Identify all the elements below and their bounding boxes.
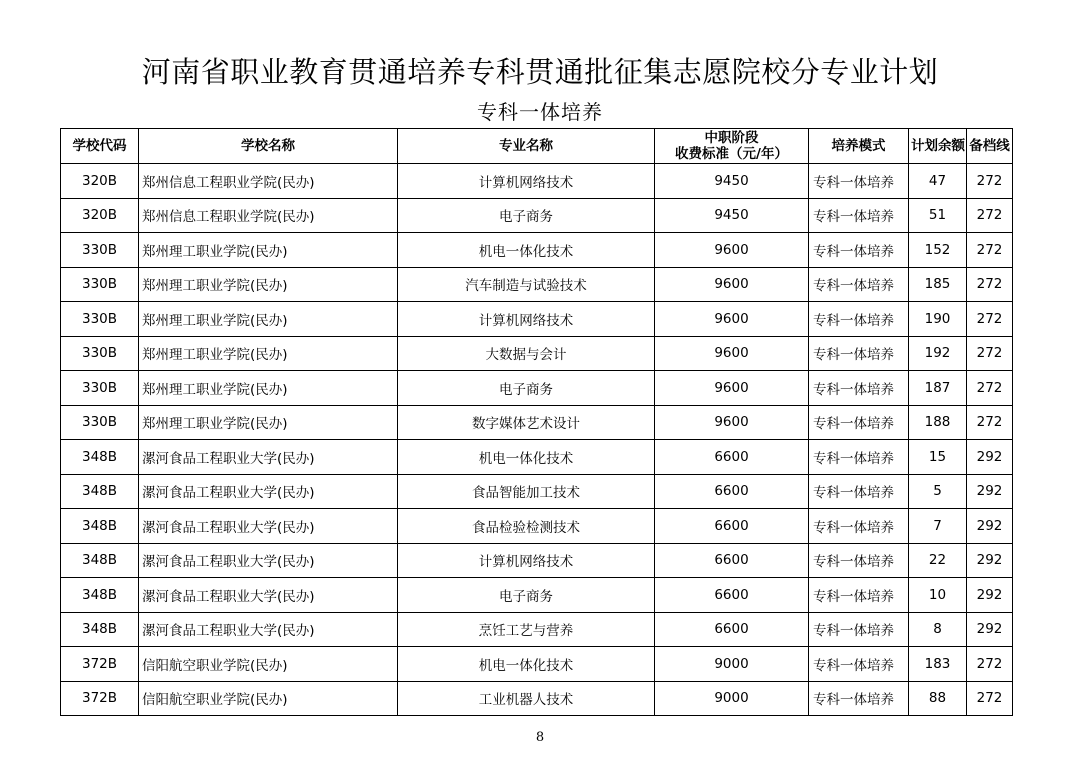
cell-training-mode: 专科一体培养 — [809, 474, 909, 509]
cell-fee: 6600 — [655, 612, 809, 647]
table-row — [61, 543, 1013, 578]
cell-remaining: 152 — [909, 233, 967, 268]
cell-training-mode: 专科一体培养 — [809, 267, 909, 302]
cell-cutoff: 292 — [967, 509, 1013, 544]
table-row — [61, 578, 1013, 613]
cell-major-name: 电子商务 — [398, 371, 655, 406]
cell-school-name: 漯河食品工程职业大学(民办) — [139, 474, 398, 509]
cell-school-name: 漯河食品工程职业大学(民办) — [139, 612, 398, 647]
cell-school-name: 郑州理工职业学院(民办) — [139, 302, 398, 337]
cell-remaining: 22 — [909, 543, 967, 578]
cell-training-mode: 专科一体培养 — [809, 233, 909, 268]
cell-fee: 9600 — [655, 233, 809, 268]
table-row — [61, 198, 1013, 233]
table-row — [61, 681, 1013, 716]
cell-fee: 9600 — [655, 371, 809, 406]
cell-major-name: 食品智能加工技术 — [398, 474, 655, 509]
cell-fee: 6600 — [655, 509, 809, 544]
cell-training-mode: 专科一体培养 — [809, 509, 909, 544]
cell-major-name: 电子商务 — [398, 578, 655, 613]
cell-school-code: 330B — [61, 405, 139, 440]
cell-major-name: 计算机网络技术 — [398, 164, 655, 199]
table-row — [61, 612, 1013, 647]
table-row — [61, 405, 1013, 440]
cell-major-name: 工业机器人技术 — [398, 681, 655, 716]
cell-fee: 9600 — [655, 267, 809, 302]
cell-school-code: 330B — [61, 336, 139, 371]
cell-school-name: 郑州理工职业学院(民办) — [139, 405, 398, 440]
cell-school-code: 348B — [61, 612, 139, 647]
cell-school-code: 330B — [61, 233, 139, 268]
table-body — [61, 164, 1013, 716]
header-school-name: 学校名称 — [139, 129, 398, 164]
cell-major-name: 计算机网络技术 — [398, 302, 655, 337]
cell-major-name: 机电一体化技术 — [398, 233, 655, 268]
cell-major-name: 汽车制造与试验技术 — [398, 267, 655, 302]
cell-training-mode: 专科一体培养 — [809, 198, 909, 233]
cell-school-name: 漯河食品工程职业大学(民办) — [139, 440, 398, 475]
cell-fee: 9000 — [655, 647, 809, 682]
cell-fee: 9450 — [655, 198, 809, 233]
cell-cutoff: 272 — [967, 164, 1013, 199]
cell-cutoff: 292 — [967, 440, 1013, 475]
cell-remaining: 188 — [909, 405, 967, 440]
cell-fee: 6600 — [655, 543, 809, 578]
cell-training-mode: 专科一体培养 — [809, 164, 909, 199]
cell-major-name: 烹饪工艺与营养 — [398, 612, 655, 647]
cell-major-name: 数字媒体艺术设计 — [398, 405, 655, 440]
cell-school-code: 348B — [61, 543, 139, 578]
table-row — [61, 164, 1013, 199]
table-row — [61, 267, 1013, 302]
cell-remaining: 187 — [909, 371, 967, 406]
cell-remaining: 47 — [909, 164, 967, 199]
table-row — [61, 302, 1013, 337]
cell-school-name: 信阳航空职业学院(民办) — [139, 681, 398, 716]
cell-training-mode: 专科一体培养 — [809, 612, 909, 647]
cell-remaining: 10 — [909, 578, 967, 613]
cell-remaining: 190 — [909, 302, 967, 337]
cell-school-code: 348B — [61, 474, 139, 509]
cell-school-code: 320B — [61, 198, 139, 233]
cell-school-name: 郑州信息工程职业学院(民办) — [139, 198, 398, 233]
header-remaining: 计划余额 — [909, 129, 967, 164]
cell-fee: 9000 — [655, 681, 809, 716]
cell-major-name: 计算机网络技术 — [398, 543, 655, 578]
cell-training-mode: 专科一体培养 — [809, 336, 909, 371]
cell-major-name: 食品检验检测技术 — [398, 509, 655, 544]
cell-school-code: 348B — [61, 440, 139, 475]
cell-major-name: 机电一体化技术 — [398, 647, 655, 682]
table-row — [61, 647, 1013, 682]
cell-school-name: 信阳航空职业学院(民办) — [139, 647, 398, 682]
cell-training-mode: 专科一体培养 — [809, 647, 909, 682]
cell-major-name: 电子商务 — [398, 198, 655, 233]
cell-fee: 6600 — [655, 474, 809, 509]
cell-major-name: 大数据与会计 — [398, 336, 655, 371]
page-title: 河南省职业教育贯通培养专科贯通批征集志愿院校分专业计划 — [141, 55, 939, 89]
enrollment-plan-table — [60, 128, 1013, 716]
cell-cutoff: 292 — [967, 578, 1013, 613]
cell-training-mode: 专科一体培养 — [809, 543, 909, 578]
cell-cutoff: 292 — [967, 612, 1013, 647]
cell-fee: 9600 — [655, 302, 809, 337]
header-school-code: 学校代码 — [61, 129, 139, 164]
cell-remaining: 88 — [909, 681, 967, 716]
header-cutoff: 备档线 — [967, 129, 1013, 164]
cell-cutoff: 272 — [967, 233, 1013, 268]
cell-fee: 6600 — [655, 578, 809, 613]
cell-remaining: 192 — [909, 336, 967, 371]
cell-fee: 9450 — [655, 164, 809, 199]
cell-cutoff: 272 — [967, 681, 1013, 716]
cell-cutoff: 272 — [967, 647, 1013, 682]
table-row — [61, 509, 1013, 544]
table-row — [61, 336, 1013, 371]
table-row — [61, 474, 1013, 509]
cell-school-code: 348B — [61, 509, 139, 544]
cell-school-name: 漯河食品工程职业大学(民办) — [139, 578, 398, 613]
header-fee — [655, 129, 809, 164]
cell-cutoff: 272 — [967, 302, 1013, 337]
table-header-row — [61, 129, 1013, 164]
cell-remaining: 51 — [909, 198, 967, 233]
cell-cutoff: 292 — [967, 543, 1013, 578]
cell-training-mode: 专科一体培养 — [809, 578, 909, 613]
cell-school-code: 372B — [61, 647, 139, 682]
cell-school-name: 郑州信息工程职业学院(民办) — [139, 164, 398, 199]
table-row — [61, 440, 1013, 475]
header-fee-line1: 中职阶段 — [704, 130, 759, 146]
cell-training-mode: 专科一体培养 — [809, 681, 909, 716]
cell-cutoff: 272 — [967, 405, 1013, 440]
cell-training-mode: 专科一体培养 — [809, 371, 909, 406]
cell-cutoff: 272 — [967, 336, 1013, 371]
table-row — [61, 371, 1013, 406]
cell-school-code: 348B — [61, 578, 139, 613]
cell-school-code: 330B — [61, 371, 139, 406]
cell-school-name: 郑州理工职业学院(民办) — [139, 267, 398, 302]
table-row — [61, 233, 1013, 268]
cell-major-name: 机电一体化技术 — [398, 440, 655, 475]
cell-training-mode: 专科一体培养 — [809, 440, 909, 475]
cell-cutoff: 272 — [967, 198, 1013, 233]
cell-fee: 6600 — [655, 440, 809, 475]
cell-school-code: 330B — [61, 302, 139, 337]
cell-school-name: 郑州理工职业学院(民办) — [139, 336, 398, 371]
cell-school-name: 漯河食品工程职业大学(民办) — [139, 509, 398, 544]
cell-remaining: 8 — [909, 612, 967, 647]
cell-remaining: 15 — [909, 440, 967, 475]
header-major-name: 专业名称 — [398, 129, 655, 164]
cell-school-code: 330B — [61, 267, 139, 302]
cell-school-name: 漯河食品工程职业大学(民办) — [139, 543, 398, 578]
page-number: 8 — [535, 730, 545, 745]
cell-cutoff: 272 — [967, 267, 1013, 302]
cell-fee: 9600 — [655, 336, 809, 371]
cell-remaining: 5 — [909, 474, 967, 509]
cell-school-name: 郑州理工职业学院(民办) — [139, 371, 398, 406]
cell-school-code: 320B — [61, 164, 139, 199]
cell-remaining: 183 — [909, 647, 967, 682]
header-training-mode: 培养模式 — [809, 129, 909, 164]
cell-training-mode: 专科一体培养 — [809, 405, 909, 440]
cell-remaining: 7 — [909, 509, 967, 544]
page-subtitle: 专科一体培养 — [477, 100, 603, 124]
cell-cutoff: 272 — [967, 371, 1013, 406]
cell-cutoff: 292 — [967, 474, 1013, 509]
cell-school-code: 372B — [61, 681, 139, 716]
cell-remaining: 185 — [909, 267, 967, 302]
cell-fee: 9600 — [655, 405, 809, 440]
cell-training-mode: 专科一体培养 — [809, 302, 909, 337]
header-fee-line2: 收费标准（元/年） — [675, 146, 788, 162]
cell-school-name: 郑州理工职业学院(民办) — [139, 233, 398, 268]
